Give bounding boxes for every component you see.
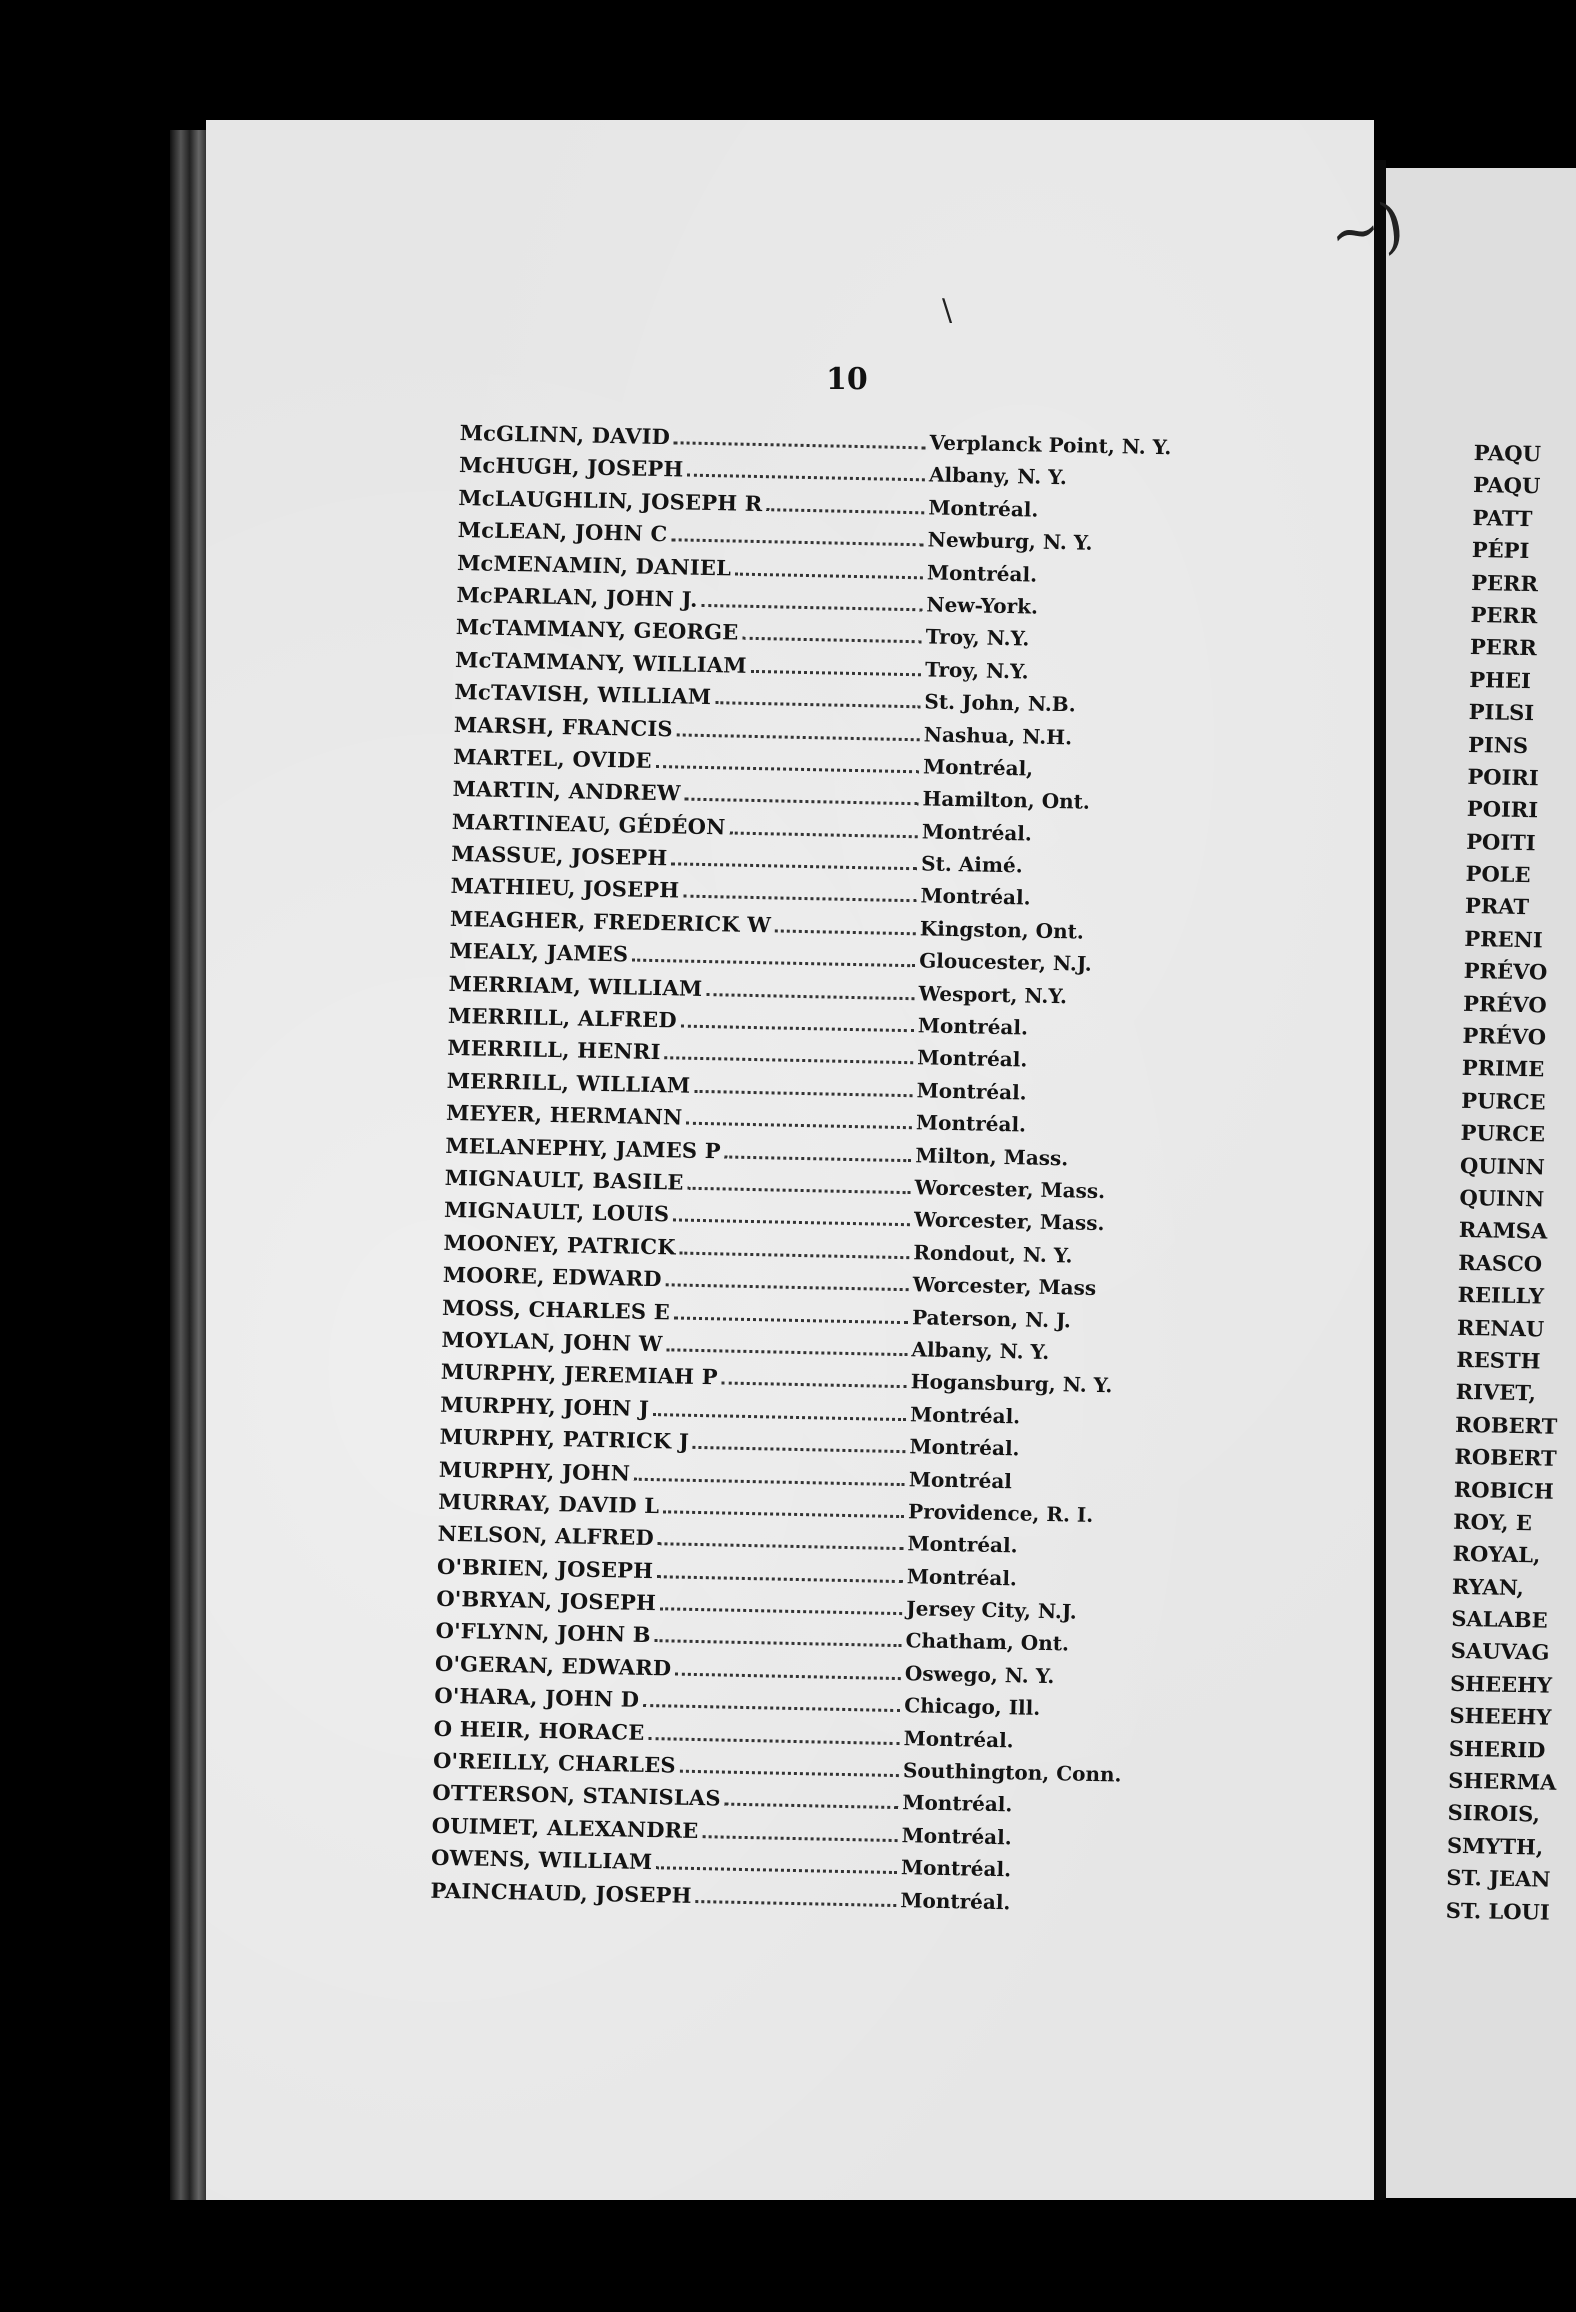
facing-page-fragment: PATT: [1472, 504, 1533, 531]
facing-page-fragment: ROYAL,: [1452, 1541, 1541, 1568]
facing-page-fragment: ST. JEAN: [1446, 1864, 1551, 1892]
person-name: O'GERAN, EDWARD: [434, 1650, 672, 1681]
dot-leader: [680, 1251, 910, 1259]
person-place: Milton, Mass.: [915, 1142, 1069, 1170]
facing-page-fragment: PAQU: [1472, 472, 1541, 499]
person-name: McPARLAN, JOHN J.: [456, 581, 698, 612]
person-place: Kingston, Ont.: [919, 916, 1085, 944]
facing-page-fragment: PRÉVO: [1463, 958, 1548, 985]
dot-leader: [677, 733, 920, 741]
person-name: PAINCHAUD, JOSEPH: [430, 1877, 692, 1908]
person-name: O'REILLY, CHARLES: [432, 1747, 677, 1778]
dot-leader: [671, 538, 923, 546]
facing-page-fragment: SHEEHY: [1449, 1703, 1552, 1730]
person-place: Rondout, N. Y.: [913, 1240, 1073, 1268]
page-number: 10: [826, 362, 868, 397]
dot-leader: [729, 831, 917, 838]
person-place: Gloucester, N.J.: [919, 948, 1092, 977]
person-place: St. Aimé.: [920, 851, 1023, 878]
facing-page-fragment: REILLY: [1457, 1282, 1545, 1309]
person-place: Chatham, Ont.: [905, 1628, 1070, 1656]
person-name: MELANEPHY, JAMES P: [445, 1132, 722, 1163]
person-place: Montréal.: [917, 1013, 1029, 1040]
facing-page-fragment: SIROIS,: [1447, 1800, 1541, 1827]
book-binding-edge: [170, 130, 206, 2200]
facing-page-fragment: PRAT: [1464, 893, 1530, 920]
dot-leader: [715, 701, 920, 708]
person-place: Montréal.: [928, 495, 1039, 522]
person-name: McTAMMANY, GEORGE: [455, 614, 739, 645]
dot-leader: [674, 441, 926, 449]
dot-leader: [632, 959, 915, 968]
person-place: Troy, N.Y.: [925, 624, 1030, 651]
person-name: MARTIN, ANDREW: [452, 776, 681, 806]
person-name: McGLINN, DAVID: [459, 420, 671, 450]
dot-leader: [658, 1542, 904, 1550]
person-name: MARTEL, OVIDE: [452, 743, 652, 773]
facing-page-fragment: ROBERT: [1454, 1411, 1558, 1439]
person-place: Montréal.: [900, 1855, 1012, 1882]
person-place: Wesport, N.Y.: [918, 980, 1068, 1008]
person-name: McLAUGHLIN, JOSEPH R: [458, 484, 763, 516]
person-name: NELSON, ALFRED: [437, 1521, 655, 1551]
dot-leader: [735, 572, 923, 579]
person-name: MATHIEU, JOSEPH: [450, 873, 680, 903]
facing-page-fragment: POITI: [1466, 828, 1536, 855]
person-name: McTAVISH, WILLIAM: [454, 679, 712, 710]
person-name: MURRAY, DAVID L: [438, 1488, 660, 1519]
person-name: O'HARA, JOHN D: [434, 1682, 640, 1713]
person-name: McTAMMANY, WILLIAM: [454, 646, 747, 678]
facing-page-fragment: ROBERT: [1454, 1443, 1557, 1471]
person-place: Montréal.: [909, 1434, 1020, 1461]
person-name: MOONEY, PATRICK: [443, 1229, 676, 1260]
person-place: Montréal.: [921, 819, 1033, 846]
book-spine: [1374, 160, 1386, 2200]
person-place: Montréal.: [903, 1725, 1014, 1753]
person-name: MERRILL, ALFRED: [447, 1002, 678, 1033]
facing-page-fragment: SHEEHY: [1449, 1670, 1553, 1698]
person-name: McMENAMIN, DANIEL: [456, 549, 732, 581]
dot-leader: [751, 670, 921, 676]
person-name: O'FLYNN, JOHN B: [435, 1618, 651, 1648]
person-place: Montréal.: [901, 1822, 1012, 1850]
facing-page-fragment: SHERMA: [1448, 1767, 1557, 1795]
facing-page-fragment: RIVET,: [1455, 1379, 1537, 1406]
person-place: Montréal,: [922, 754, 1034, 781]
person-name: MEYER, HERMANN: [445, 1100, 683, 1130]
person-place: St. John, N.B.: [924, 689, 1076, 717]
person-place: Montréal.: [902, 1790, 1013, 1817]
person-name: MURPHY, PATRICK J: [439, 1423, 690, 1454]
dot-leader: [722, 1382, 907, 1389]
facing-page-fragment: RENAU: [1456, 1314, 1545, 1342]
person-place: Hogansburg, N. Y.: [910, 1369, 1113, 1398]
facing-page-fragment: PRENI: [1464, 925, 1543, 953]
dot-leader: [687, 1187, 910, 1194]
person-place: Chicago, Ill.: [904, 1693, 1041, 1721]
dot-leader: [648, 1737, 899, 1745]
person-place: Montréal.: [909, 1401, 1021, 1429]
dot-leader: [664, 1057, 913, 1065]
person-place: Montréal.: [920, 883, 1031, 911]
person-place: Nashua, N.H.: [923, 721, 1073, 749]
dot-leader: [775, 929, 916, 935]
dot-leader: [684, 798, 918, 806]
dot-leader: [655, 1640, 902, 1648]
facing-page-fragment: RYAN,: [1451, 1573, 1525, 1600]
person-place: Montréal.: [916, 1078, 1027, 1105]
dot-leader: [663, 1510, 904, 1518]
person-place: Southington, Conn.: [902, 1758, 1122, 1787]
person-place: Worcester, Mass: [912, 1272, 1097, 1301]
dot-leader: [634, 1477, 905, 1485]
dot-leader: [656, 765, 919, 773]
facing-page-fragment: SMYTH,: [1446, 1832, 1544, 1860]
person-name: MOYLAN, JOHN W: [441, 1326, 663, 1357]
person-name: MARSH, FRANCIS: [453, 711, 674, 741]
person-name: MURPHY, JOHN J: [439, 1391, 650, 1421]
person-name: MARTINEAU, GÉDÉON: [451, 808, 726, 840]
dot-leader: [643, 1704, 900, 1712]
person-name: McHUGH, JOSEPH: [458, 452, 684, 482]
dot-leader: [656, 1866, 897, 1874]
person-name: MURPHY, JEREMIAH P: [440, 1359, 718, 1390]
person-place: Paterson, N. J.: [911, 1304, 1072, 1332]
dot-leader: [657, 1575, 903, 1583]
facing-page-fragment: RESTH: [1456, 1346, 1541, 1374]
person-name: MIGNAULT, LOUIS: [443, 1197, 670, 1227]
facing-page-fragment: POLE: [1465, 861, 1531, 888]
name-list: [430, 420, 1180, 1924]
person-place: Montréal.: [906, 1563, 1018, 1591]
person-place: Troy, N.Y.: [924, 657, 1029, 684]
facing-page-fragment: PAQU: [1473, 440, 1542, 467]
facing-page-fragment: PRIME: [1461, 1055, 1545, 1082]
person-place: Montréal.: [900, 1887, 1011, 1914]
person-name: MEALY, JAMES: [449, 938, 629, 967]
facing-page-fragment: SHERID: [1448, 1735, 1546, 1763]
facing-page-fragment: ROY, E: [1453, 1508, 1533, 1536]
dot-leader: [666, 1348, 907, 1356]
person-place: Verplanck Point, N. Y.: [929, 430, 1172, 460]
person-name: MIGNAULT, BASILE: [444, 1164, 684, 1195]
person-place: Albany, N. Y.: [928, 462, 1068, 490]
person-place: Newburg, N. Y.: [927, 527, 1093, 555]
facing-page-fragment: PÉPI: [1471, 537, 1530, 564]
dot-leader: [673, 1219, 910, 1227]
person-place: Providence, R. I.: [907, 1499, 1094, 1527]
facing-page-fragment: POIRI: [1467, 763, 1539, 791]
dot-leader: [687, 474, 925, 482]
facing-page-fragment: PERR: [1471, 569, 1539, 596]
person-name: MOORE, EDWARD: [442, 1261, 662, 1292]
dot-leader: [725, 1155, 912, 1162]
facing-page-fragment: SAUVAG: [1450, 1638, 1550, 1666]
dot-leader: [666, 1283, 909, 1291]
person-name: MEAGHER, FREDERICK W: [449, 905, 772, 938]
dot-leader: [706, 993, 914, 1000]
person-name: O'BRIEN, JOSEPH: [436, 1553, 654, 1583]
facing-page-fragment: PURCE: [1460, 1120, 1546, 1147]
dot-leader: [660, 1607, 902, 1615]
facing-page-fragment: ROBICH: [1453, 1476, 1554, 1504]
person-name: MASSUE, JOSEPH: [451, 840, 668, 871]
facing-page-fragment: PERR: [1469, 634, 1537, 661]
person-place: Hamilton, Ont.: [922, 786, 1091, 815]
dot-leader: [693, 1446, 906, 1453]
ink-tick: \: [942, 293, 953, 328]
person-place: Montréal.: [917, 1045, 1028, 1072]
dot-leader: [766, 508, 924, 514]
person-place: Montréal: [908, 1466, 1013, 1493]
person-name: O HEIR, HORACE: [433, 1715, 645, 1745]
facing-page-fragment: PILSI: [1468, 699, 1535, 726]
facing-page-fragment: QUINN: [1459, 1152, 1546, 1180]
facing-page-fragment: PHEI: [1469, 666, 1532, 693]
person-name: MERRIAM, WILLIAM: [448, 970, 703, 1001]
facing-page-fragment: POIRI: [1466, 796, 1539, 823]
facing-page-fragment: PURCE: [1461, 1087, 1546, 1115]
facing-page-fragment: RAMSA: [1458, 1217, 1548, 1244]
dot-leader: [671, 862, 917, 870]
person-place: Oswego, N. Y.: [904, 1661, 1055, 1689]
person-name: MERRILL, HENRI: [447, 1035, 661, 1065]
person-place: Albany, N. Y.: [911, 1337, 1050, 1364]
dot-leader: [683, 895, 916, 903]
person-name: OTTERSON, STANISLAS: [432, 1780, 721, 1811]
person-name: McLEAN, JOHN C: [457, 517, 668, 547]
person-place: Worcester, Mass.: [913, 1207, 1105, 1236]
person-name: OWENS, WILLIAM: [430, 1844, 653, 1875]
dot-leader: [675, 1672, 901, 1680]
dot-leader: [725, 1803, 899, 1809]
facing-page-fragment: PINS: [1467, 731, 1529, 758]
facing-page-fragment: PRÉVO: [1462, 1022, 1547, 1050]
facing-page-fragment: PRÉVO: [1462, 990, 1547, 1018]
person-place: Montréal.: [907, 1531, 1018, 1558]
person-place: Jersey City, N.J.: [906, 1596, 1077, 1624]
person-place: Montréal.: [926, 559, 1038, 587]
person-name: MERRILL, WILLIAM: [446, 1067, 691, 1098]
person-name: MURPHY, JOHN: [438, 1456, 631, 1486]
person-place: Montréal.: [915, 1110, 1027, 1137]
person-place: New-York.: [926, 592, 1039, 619]
person-name: OUIMET, ALEXANDRE: [431, 1812, 699, 1843]
dot-leader: [696, 1900, 897, 1907]
dot-leader: [686, 1122, 912, 1130]
dot-leader: [674, 1316, 908, 1324]
dot-leader: [702, 1835, 897, 1842]
person-place: Worcester, Mass.: [914, 1175, 1106, 1204]
person-name: MOSS, CHARLES E: [441, 1294, 671, 1324]
dot-leader: [681, 1025, 914, 1033]
facing-page-fragment: SALABE: [1451, 1605, 1548, 1633]
person-name: O'BRYAN, JOSEPH: [436, 1585, 657, 1616]
dot-leader: [653, 1413, 906, 1421]
dot-leader: [680, 1770, 899, 1777]
facing-page-fragment: PERR: [1470, 601, 1538, 629]
facing-page-fragment: ST. LOUI: [1445, 1897, 1550, 1925]
facing-page-fragment: QUINN: [1459, 1184, 1545, 1212]
dot-leader: [701, 604, 922, 611]
facing-page-fragment: RASCO: [1457, 1249, 1543, 1277]
dot-leader: [694, 1090, 912, 1097]
pen-mark: ~): [1324, 189, 1410, 271]
dot-leader: [742, 637, 921, 644]
